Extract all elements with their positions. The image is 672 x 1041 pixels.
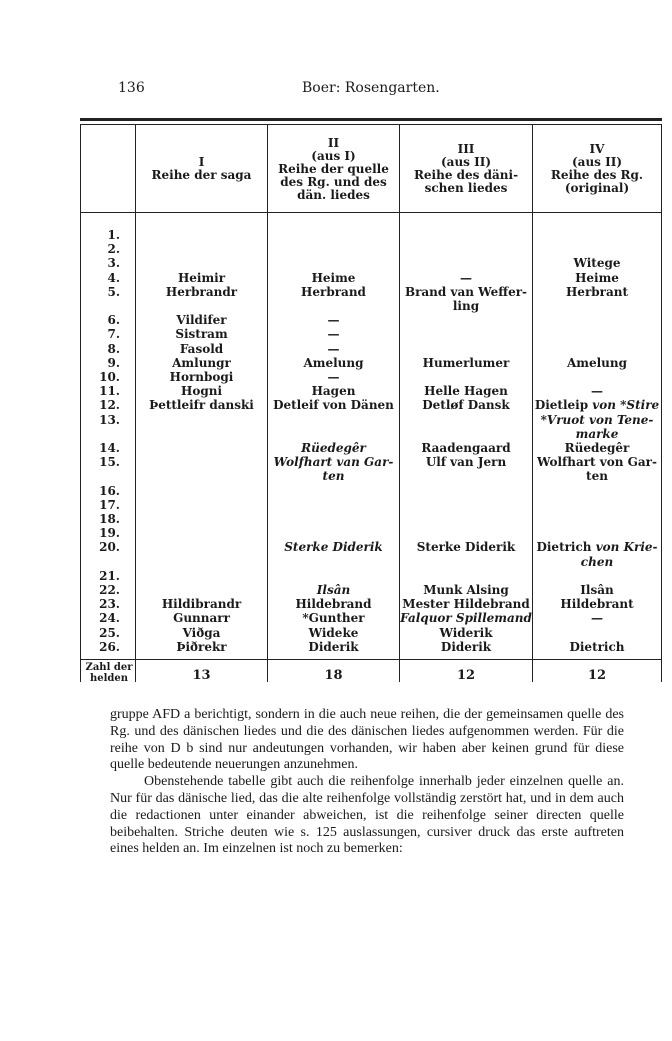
totals-label (82, 662, 136, 684)
table-cell: Ilsân (316, 583, 351, 597)
table-cell: Þettleifr danski (149, 398, 254, 413)
row-number: 22. (99, 583, 120, 597)
table-cell: *Gunther (302, 611, 365, 626)
row-number: 5. (107, 284, 120, 299)
row-number: 4. (107, 270, 120, 285)
totals-label-line: helden (89, 673, 129, 684)
table-cell: Heime (311, 270, 356, 285)
column-header-line: Reihe des däni- (413, 168, 519, 182)
table-cell: Witege (573, 256, 621, 271)
row-number: 3. (107, 256, 120, 271)
table-cell: Hildebrand (295, 597, 372, 612)
top-rule-thick (80, 118, 662, 121)
row-number: 24. (99, 611, 120, 626)
table-cell: Wolfhart van Gar- (273, 455, 394, 470)
row-number: 11. (99, 384, 120, 399)
table-cell: Sterke Diderik (416, 540, 516, 555)
running-title: Boer: Rosengarten. (302, 80, 440, 96)
column-header-line: (original) (564, 181, 630, 195)
top-rule-thin (80, 124, 662, 125)
table-cell: Amelung (566, 355, 628, 370)
row-number: 21. (99, 568, 120, 583)
row-number: 1. (107, 228, 120, 242)
table-cell: Heimir (177, 270, 226, 285)
table-cell: Vildifer (176, 313, 227, 328)
table-cell: chen (580, 554, 614, 569)
table-cell: Hagen (311, 384, 356, 399)
body-text (110, 707, 624, 858)
totals-rule (80, 659, 662, 660)
table-cell: Amlungr (172, 355, 231, 370)
column-header-line: schen liedes (424, 181, 508, 195)
row-number: 6. (107, 313, 120, 328)
table-cell: — (591, 384, 603, 399)
table-cell: Detleif von Dänen (273, 398, 394, 413)
row-number: 20. (99, 540, 120, 555)
table-cell: — (591, 611, 603, 626)
table-cell: Herbrant (565, 284, 629, 299)
table-cell: Heime (575, 270, 619, 285)
table-cell: Þiðrekr (176, 639, 227, 654)
table-cell: Sterke Diderik (284, 540, 383, 555)
table-cell: — (460, 270, 472, 285)
table-cell: Detløf Dansk (422, 398, 510, 413)
table-cell: Munk Alsing (423, 583, 509, 597)
column-header-1 (136, 128, 267, 210)
table-cell: Humerlumer (422, 355, 510, 370)
column-header-line: des Rg. und des (280, 174, 387, 189)
row-number: 8. (107, 341, 120, 356)
table-cell: — (327, 313, 340, 328)
table-cell: — (327, 370, 340, 384)
table-cell: Sistram (175, 327, 228, 342)
column-header-line: (aus II) (571, 155, 622, 169)
column-roman: I (198, 155, 205, 169)
table-cell: Diderik (440, 639, 492, 654)
table-cell: Ilsân (580, 583, 614, 597)
table-cell: Hornbogi (169, 370, 234, 384)
totals-label-line: Zahl der (85, 662, 133, 673)
column-header-line: Reihe des Rg. (550, 168, 644, 182)
col-divider (661, 124, 662, 682)
paragraph: gruppe AFD a berichtigt, sondern in die auch neue reihen, die der gemeinsamen quelle des Rg. und des dänischen liedes und die des dänischen liedes aufgenommen werden. Für die reihe von D b sind nur andeutungen vorhanden, wir haben aber keinen grund für diese quelle bedeutende neuerungen anzunehmen. (110, 707, 624, 773)
row-number: 9. (107, 355, 120, 370)
table-cell: ling (452, 299, 480, 313)
row-number: 17. (99, 497, 120, 512)
row-number: 18. (99, 512, 120, 526)
row-number: 2. (107, 242, 120, 257)
table-cell: ten (586, 469, 608, 484)
row-number: 19. (99, 526, 120, 541)
table-cell: Hildibrandr (161, 597, 242, 612)
column-header-4 (533, 128, 661, 210)
row-number: 15. (99, 455, 120, 470)
row-number: 7. (107, 327, 120, 342)
table-cell: Dietleip von *Stire (534, 398, 660, 413)
table-cell: Hogni (180, 384, 222, 399)
column-header-line: (aus II) (440, 155, 491, 169)
table-cell: marke (575, 426, 619, 441)
table-cell: Herbrand (301, 284, 366, 299)
column-header-line: Reihe der saga (151, 168, 252, 182)
table-cell: Dietrich von Krie- (536, 540, 658, 555)
table-cell: Fasold (179, 341, 224, 356)
row-number: 12. (99, 398, 120, 413)
row-number: 13. (99, 412, 120, 427)
table-cell: Wideke (308, 625, 359, 640)
row-number: 14. (99, 441, 120, 455)
column-roman: IV (589, 142, 605, 156)
table-cell: Rüedegêr (564, 441, 630, 455)
table-cell: Rüedegêr (301, 441, 366, 455)
table-cell: Helle Hagen (424, 384, 508, 399)
table-cell: Viðga (182, 625, 221, 640)
total-cell: 13 (192, 668, 211, 683)
table-cell: — (327, 341, 340, 356)
column-header-line: Reihe der quelle (278, 161, 389, 176)
column-header-line: (aus I) (311, 148, 356, 163)
table-cell: Dietrich (569, 639, 625, 654)
row-number: 10. (99, 370, 120, 384)
table-cell: Gunnarr (173, 611, 230, 626)
table-cell: Falquor Spillemand (400, 611, 532, 626)
table-cell: ten (322, 469, 345, 484)
row-number: 26. (99, 639, 120, 654)
table-cell: Raadengaard (421, 441, 511, 455)
table-cell: Hildebrant (560, 597, 634, 612)
total-cell: 18 (324, 668, 343, 683)
total-cell: 12 (456, 668, 476, 683)
column-roman: II (327, 135, 340, 150)
header-rule (80, 212, 662, 213)
column-header-2 (268, 128, 399, 210)
table-cell: Wolfhart von Gar- (537, 455, 657, 470)
table-cell: Mester Hildebrand (402, 597, 530, 612)
row-number: 16. (99, 483, 120, 498)
row-number: 23. (99, 597, 120, 612)
table-cell: Amelung (303, 355, 364, 370)
column-roman: III (457, 142, 475, 156)
table-cell: Ulf van Jern (425, 455, 507, 470)
table-cell: Brand van Weffer- (404, 284, 528, 299)
table-cell: Diderik (308, 639, 359, 654)
table-cell: Widerik (439, 625, 493, 640)
total-cell: 12 (587, 668, 607, 683)
table-cell: — (327, 327, 340, 342)
row-number: 25. (99, 625, 120, 640)
page-number: 136 (118, 80, 145, 96)
table-cell: *Vruot von Tene- (540, 412, 654, 427)
column-header-line: dän. liedes (297, 187, 370, 202)
table-cell: Herbrandr (165, 284, 238, 299)
paragraph: Obenstehende tabelle gibt auch die reihenfolge innerhalb jeder einzelnen quelle an. Nur für das dänische lied, das die alte reihenfolge vollständig zerstört hat, und in dem auch die redactionen unter einander abweichen, ist die reihenfolge seiner directen quelle beibehalten. Striche deuten wie s. 125 auslassungen, cursiver druck das erste auftreten eines helden an. Im einzelnen ist noch zu bemerken: (110, 774, 624, 857)
column-header-3 (400, 128, 532, 210)
